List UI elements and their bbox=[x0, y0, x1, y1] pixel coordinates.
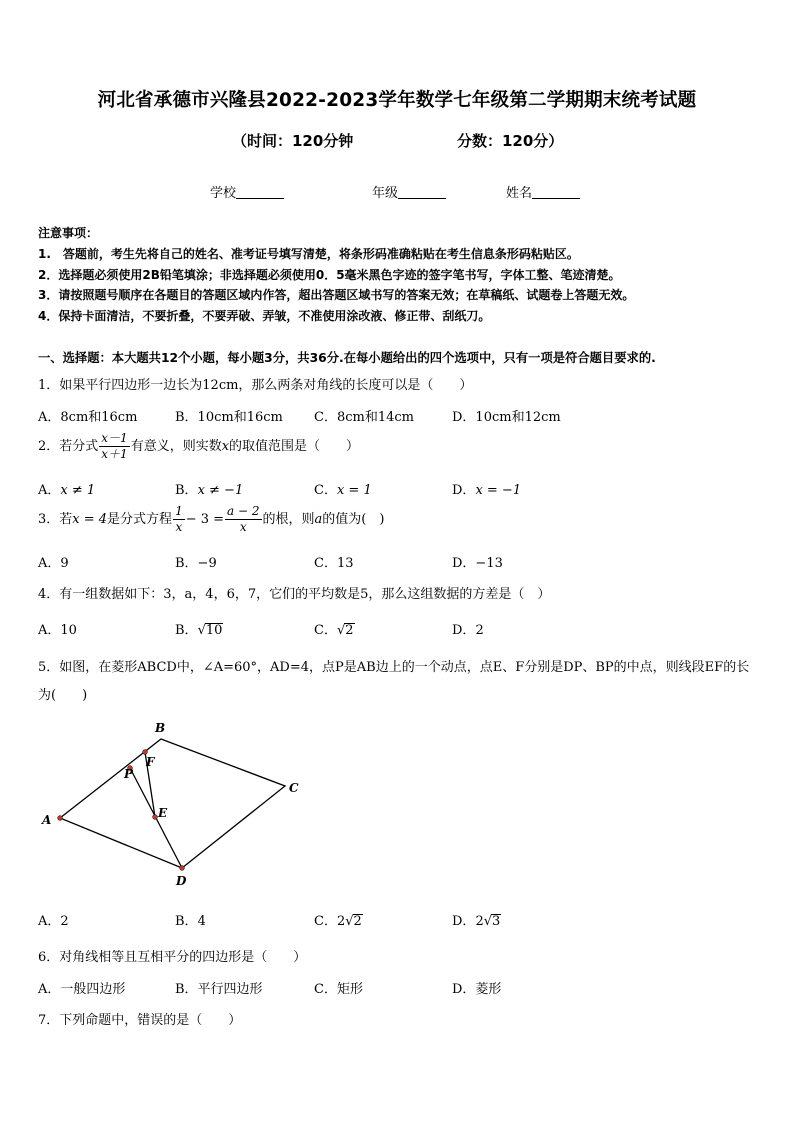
question-5: 5．如图，在菱形ABCD中，∠A=60°，AD=4，点P是AB边上的一个动点，点E、F分别是DP、BP的中点，则线段EF的长为( ) bbox=[38, 660, 750, 703]
q2-a-label: A． bbox=[38, 483, 61, 498]
q2-middle: 有意义，则实数 bbox=[130, 439, 222, 454]
notes-block bbox=[38, 223, 634, 327]
q5-a-value: 2 bbox=[60, 914, 69, 929]
q6-option-a[interactable]: A．一般四边形 bbox=[38, 982, 126, 997]
sqrt-symbol: √ bbox=[345, 914, 354, 929]
notes-heading: 注意事项： bbox=[38, 226, 99, 240]
q6-option-d[interactable]: D．菱形 bbox=[452, 982, 502, 997]
q2-c-label: C． bbox=[314, 483, 337, 498]
q2-c-value: x = 1 bbox=[336, 483, 372, 498]
q3-option-a[interactable]: A．9 bbox=[38, 556, 69, 571]
grade-label: 年级 bbox=[372, 186, 399, 201]
notes-item: 4．保持卡面清洁，不要折叠，不要弄破、弄皱，不准使用涂改液、修正带、刮纸刀。 bbox=[38, 309, 491, 324]
label-e: E bbox=[158, 806, 168, 820]
exam-time: （时间：120分钟 bbox=[232, 132, 354, 150]
q3-option-c[interactable]: C．13 bbox=[314, 556, 354, 571]
q2-option-d[interactable] bbox=[452, 479, 521, 498]
q3-prefix: 3．若 bbox=[38, 512, 73, 527]
q2-d-value: x = −1 bbox=[475, 483, 522, 498]
point-e-dot bbox=[153, 815, 158, 820]
q6-option-c[interactable]: C．矩形 bbox=[314, 982, 363, 997]
grade-blank[interactable] bbox=[398, 186, 446, 199]
point-f-dot bbox=[143, 750, 148, 755]
q2-fraction bbox=[99, 431, 129, 462]
q5-option-a[interactable] bbox=[38, 910, 69, 929]
grade-field bbox=[372, 182, 446, 201]
q4-option-d[interactable] bbox=[452, 619, 484, 638]
q5-d-radicand: 3 bbox=[492, 914, 501, 929]
q4-c-radicand: 2 bbox=[345, 623, 354, 638]
label-p: P bbox=[124, 767, 134, 781]
q2-prefix: 2．若分式 bbox=[38, 439, 99, 454]
q3-lhs-fraction bbox=[173, 504, 185, 535]
question-7: 7．下列命题中，错误的是（ ） bbox=[38, 1013, 242, 1028]
q2-frac-den: x＋1 bbox=[101, 447, 128, 461]
q5-option-b[interactable] bbox=[175, 910, 206, 929]
q2-b-label: B． bbox=[175, 483, 198, 498]
q3-middle: 是分式方程 bbox=[107, 512, 173, 527]
q1-option-a[interactable]: A．8cm和16cm bbox=[38, 410, 138, 425]
label-c: C bbox=[289, 781, 299, 795]
q5-c-label: C． bbox=[314, 914, 337, 929]
point-a-dot bbox=[58, 816, 63, 821]
q3-minus: − 3 = bbox=[185, 512, 225, 527]
q4-c-label: C． bbox=[314, 623, 337, 638]
q3-option-b[interactable]: B．−9 bbox=[175, 556, 217, 571]
q1-option-b[interactable]: B．10cm和16cm bbox=[175, 410, 283, 425]
q3-suffix-a: 的根，则 bbox=[262, 512, 315, 527]
q2-b-value: x ≠ −1 bbox=[197, 483, 244, 498]
q3-var: a bbox=[314, 512, 323, 527]
q3-lhs-den: x bbox=[175, 520, 183, 534]
q4-d-value: 2 bbox=[475, 623, 484, 638]
q2-d-label: D． bbox=[452, 483, 476, 498]
q5-a-label: A． bbox=[38, 914, 61, 929]
q5-c-radicand: 2 bbox=[353, 914, 362, 929]
label-f: F bbox=[146, 755, 155, 769]
question-4: 4．有一组数据如下：3，a，4，6，7，它们的平均数是5，那么这组数据的方差是（ ） bbox=[38, 587, 551, 602]
notes-item: 1. 答题前，考生先将自己的姓名、准考证号填写清楚，将条形码准确粘贴在考生信息条形码粘贴区。 bbox=[38, 246, 579, 261]
q5-d-coef: 2 bbox=[475, 914, 484, 929]
exam-score: 分数：120分） bbox=[457, 132, 564, 150]
q1-option-d[interactable]: D．10cm和12cm bbox=[452, 410, 561, 425]
q5-c-coef: 2 bbox=[336, 914, 346, 929]
label-a: A bbox=[42, 813, 52, 827]
school-label: 学校 bbox=[210, 186, 237, 201]
q2-option-b[interactable] bbox=[175, 479, 243, 498]
name-blank[interactable] bbox=[532, 186, 580, 199]
q4-d-label: D． bbox=[452, 623, 476, 638]
q4-a-label: A． bbox=[38, 623, 61, 638]
label-b: B bbox=[155, 721, 166, 735]
question-6: 6．对角线相等且互相平分的四边形是（ ） bbox=[38, 950, 307, 965]
q5-option-c[interactable] bbox=[314, 910, 363, 929]
q5-d-label: D． bbox=[452, 914, 476, 929]
q6-option-b[interactable]: B．平行四边形 bbox=[175, 982, 263, 997]
q4-option-c[interactable] bbox=[314, 619, 355, 638]
q3-suffix-b: 的值为( ) bbox=[322, 512, 385, 527]
q4-option-b[interactable] bbox=[175, 619, 223, 638]
name-label: 姓名 bbox=[506, 186, 533, 201]
q2-option-a[interactable] bbox=[38, 479, 95, 498]
notes-item: 2．选择题必须使用2B铅笔填涂；非选择题必须使用0．5毫米黑色字迹的签字笔书写，字体工整、笔迹清楚。 bbox=[38, 267, 621, 282]
sqrt-symbol: √ bbox=[197, 623, 206, 638]
q5-option-d[interactable] bbox=[452, 910, 501, 929]
q2-option-c[interactable] bbox=[314, 479, 372, 498]
sqrt-symbol: √ bbox=[483, 914, 493, 929]
sqrt-symbol: √ bbox=[336, 623, 346, 638]
q3-cond: x = 4 bbox=[72, 512, 108, 527]
q2-var: x bbox=[221, 439, 230, 454]
q4-option-a[interactable] bbox=[38, 619, 77, 638]
q2-frac-num: x－1 bbox=[101, 431, 128, 445]
point-d-dot bbox=[180, 866, 185, 871]
question-3 bbox=[38, 504, 384, 535]
label-d: D bbox=[176, 874, 187, 888]
name-field bbox=[506, 182, 580, 201]
notes-item: 3．请按照题号顺序在各题目的答题区域内作答，超出答题区域书写的答案无效；在草稿纸、试题卷上答题无效。 bbox=[38, 288, 635, 303]
school-blank[interactable] bbox=[236, 186, 284, 199]
q2-suffix: 的取值范围是（ ） bbox=[229, 439, 360, 454]
q4-b-label: B． bbox=[175, 623, 198, 638]
q3-rhs-num: a − 2 bbox=[227, 504, 260, 518]
q3-option-d[interactable]: D．−13 bbox=[452, 556, 503, 571]
school-field bbox=[210, 182, 284, 201]
question-2 bbox=[38, 431, 359, 462]
q2-a-value: x ≠ 1 bbox=[60, 483, 96, 498]
q3-rhs-fraction bbox=[225, 504, 261, 535]
exam-title: 河北省承德市兴隆县2022-2023学年数学七年级第二学期期末统考试题 bbox=[97, 90, 697, 111]
q4-b-radicand: 10 bbox=[205, 623, 223, 638]
question-1: 1．如果平行四边形一边长为12cm，那么两条对角线的长度可以是（ ） bbox=[38, 378, 473, 393]
q3-rhs-den: x bbox=[239, 520, 247, 534]
q1-option-c[interactable]: C．8cm和14cm bbox=[314, 410, 414, 425]
q5-b-value: 4 bbox=[197, 914, 206, 929]
q3-lhs-num: 1 bbox=[175, 504, 183, 518]
section-heading: 一、选择题：本大题共12个小题，每小题3分，共36分.在每小题给出的四个选项中，只有一项是符合题目要求的. bbox=[38, 351, 656, 365]
q5-b-label: B． bbox=[175, 914, 198, 929]
q4-a-value: 10 bbox=[60, 623, 77, 638]
rhombus-figure bbox=[30, 712, 320, 902]
